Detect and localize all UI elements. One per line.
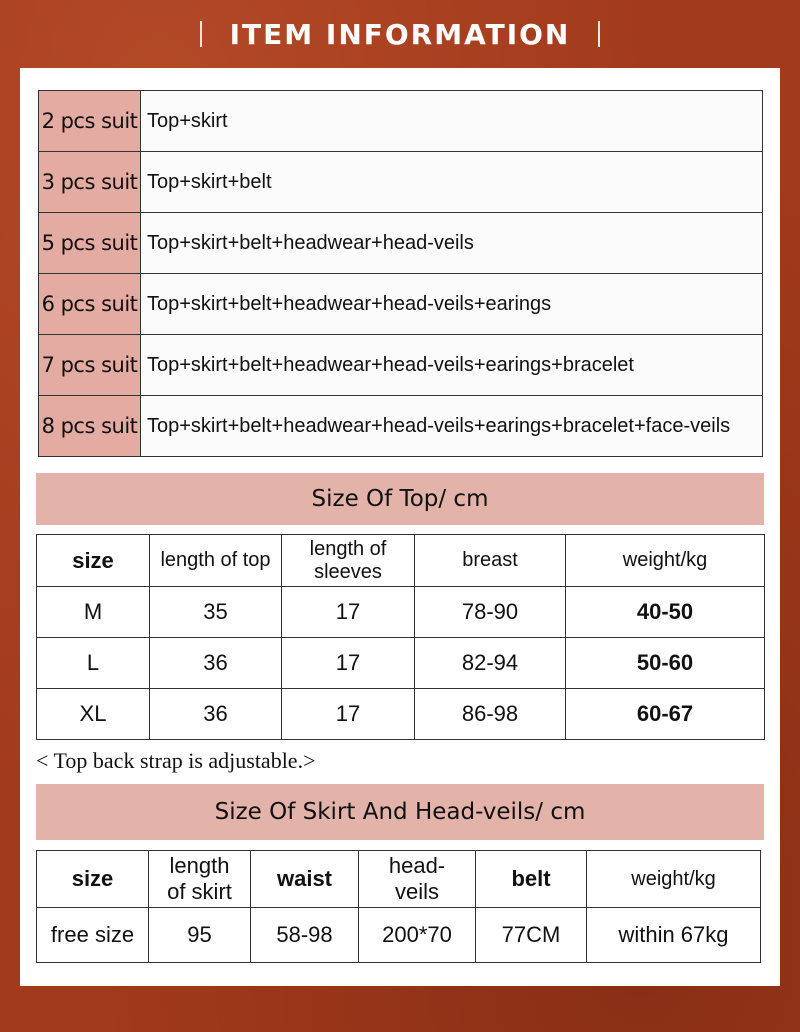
cell-breast: 86-98 [415,689,566,740]
header-weight: weight/kg [566,535,765,587]
header-weight: weight/kg [587,851,761,908]
table-row [37,908,761,963]
cell-length-of-sleeves: 17 [282,689,415,740]
suit-name: 3 pcs suit [39,152,141,213]
suit-content: Top+skirt+belt+headwear+head-veils+earings [141,274,763,335]
header-head-veils [359,851,476,908]
top-size-title: Size Of Top/ cm [36,473,764,525]
skirt-size-table [36,850,761,963]
table-header-row [37,535,765,587]
table-row [37,689,765,740]
suit-row [39,152,763,213]
suit-name: 6 pcs suit [39,274,141,335]
cell-breast: 78-90 [415,587,566,638]
header-divider-right [598,21,600,47]
suit-table [38,90,763,457]
header-title: ITEM INFORMATION [229,17,571,51]
header-waist: waist [251,851,359,908]
header-length-of-sleeves: length of sleeves [282,535,415,587]
info-panel [20,68,780,986]
table-row [37,638,765,689]
header-size: size [37,851,149,908]
suit-row [39,335,763,396]
table-header-row [37,851,761,908]
suit-row [39,396,763,457]
cell-breast: 82-94 [415,638,566,689]
strap-note: < Top back strap is adjustable.> [36,748,316,773]
cell-weight: 40-50 [566,587,765,638]
cell-weight: 60-67 [566,689,765,740]
cell-length-of-top: 35 [150,587,282,638]
suit-name: 7 pcs suit [39,335,141,396]
cell-size: L [37,638,150,689]
header-length-line-2: of skirt [167,879,232,904]
suit-row [39,213,763,274]
suit-row [39,91,763,152]
cell-weight: 50-60 [566,638,765,689]
header-length-of-top: length of top [150,535,282,587]
header [0,0,800,68]
suit-name: 5 pcs suit [39,213,141,274]
suit-content: Top+skirt+belt+headwear+head-veils+earings+bracelet+face-veils [141,396,763,457]
cell-length-of-sleeves: 17 [282,638,415,689]
header-belt: belt [476,851,587,908]
cell-size: M [37,587,150,638]
suit-content: Top+skirt [141,91,763,152]
header-size: size [37,535,150,587]
skirt-size-title: Size Of Skirt And Head-veils/ cm [36,784,764,840]
suit-row [39,274,763,335]
header-veils-line-1: head- [388,853,446,878]
cell-belt: 77CM [476,908,587,963]
cell-length-of-skirt: 95 [149,908,251,963]
header-divider-left [200,21,202,47]
cell-waist: 58-98 [251,908,359,963]
suit-name: 8 pcs suit [39,396,141,457]
header-breast: breast [415,535,566,587]
top-size-table [36,534,765,740]
cell-size: XL [37,689,150,740]
suit-name: 2 pcs suit [39,91,141,152]
suit-content: Top+skirt+belt+headwear+head-veils+earings+bracelet [141,335,763,396]
header-length-line-1: length [169,853,230,878]
suit-content: Top+skirt+belt [141,152,763,213]
cell-length-of-top: 36 [150,689,282,740]
table-row [37,587,765,638]
header-veils-line-2: veils [394,879,439,904]
cell-length-of-sleeves: 17 [282,587,415,638]
header-length-of-skirt [149,851,251,908]
cell-length-of-top: 36 [150,638,282,689]
suit-content: Top+skirt+belt+headwear+head-veils [141,213,763,274]
cell-head-veils: 200*70 [359,908,476,963]
cell-weight: within 67kg [587,908,761,963]
cell-size: free size [37,908,149,963]
